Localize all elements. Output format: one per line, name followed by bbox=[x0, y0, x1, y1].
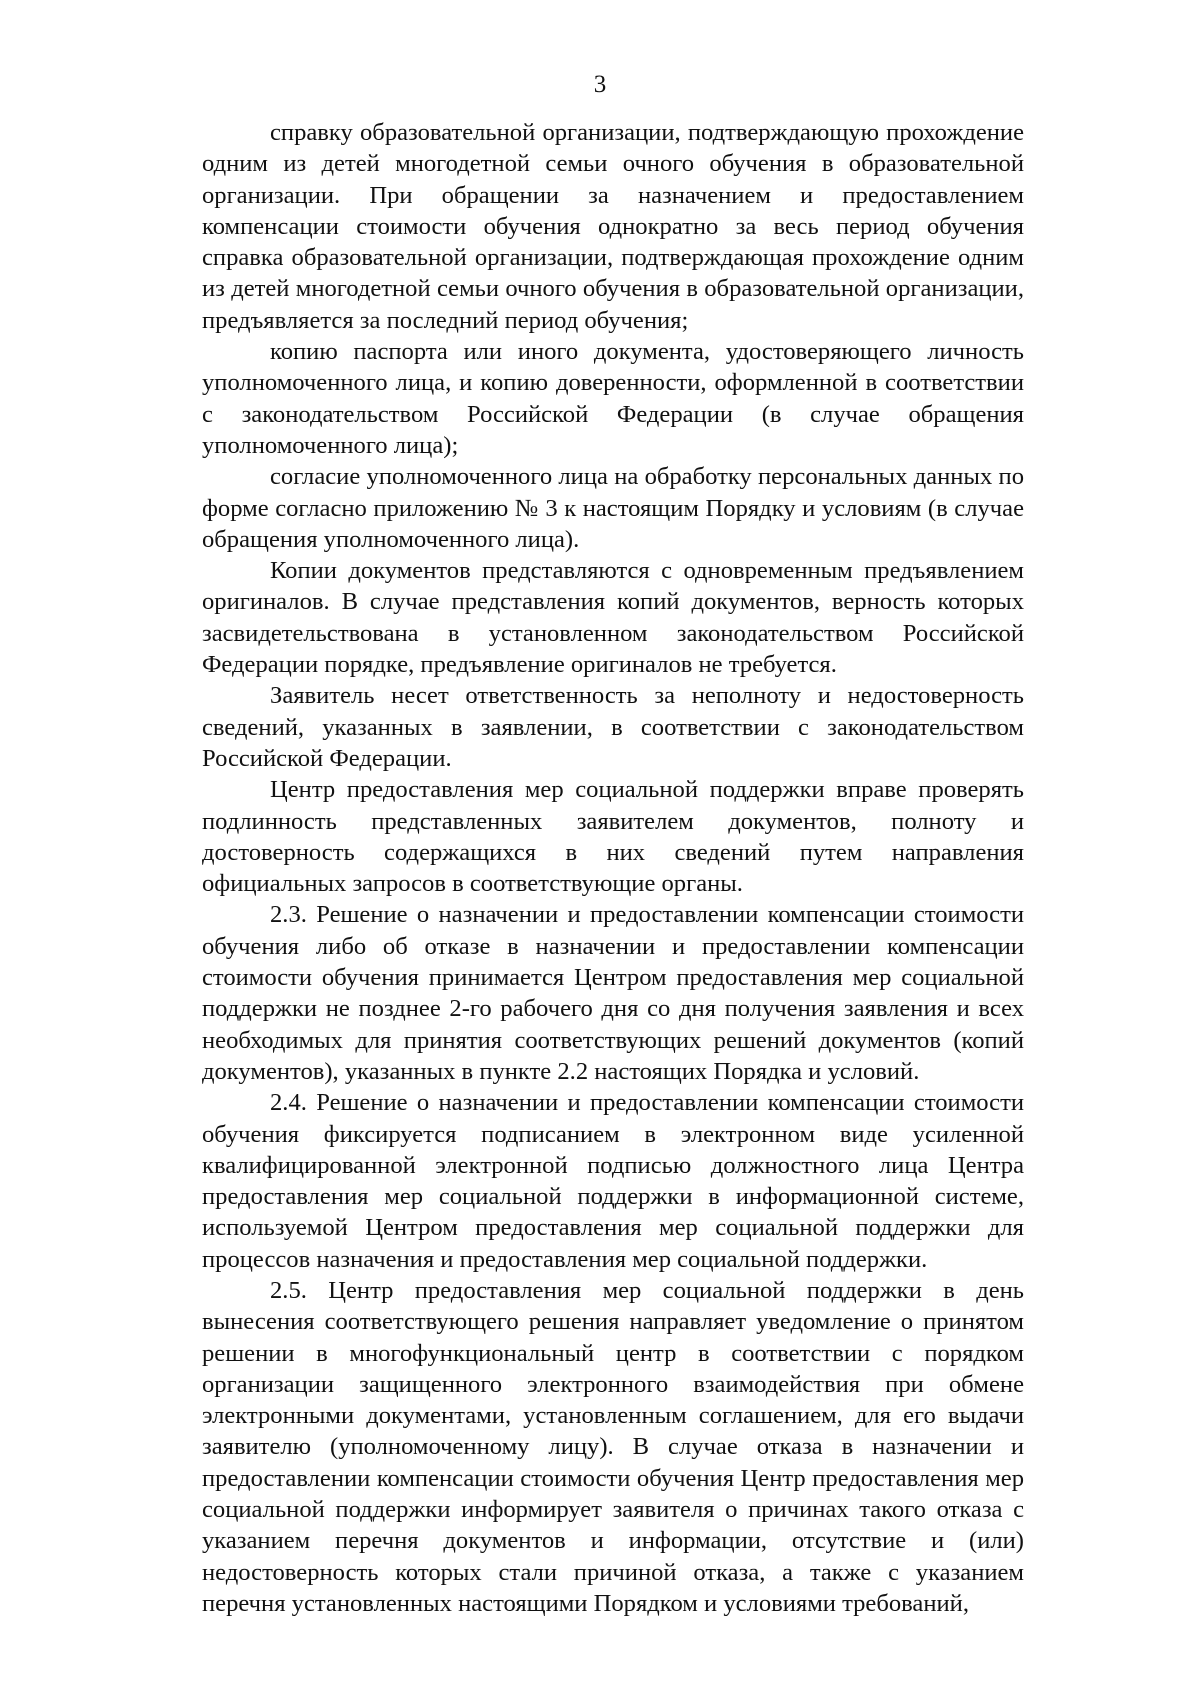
paragraph-document-copies: Копии документов представляются с одновременным предъявлением оригиналов. В случае представления копий документов, верность которых засвидетельствована в установленном законодательством Российской Федерации порядке, предъявление оригиналов не требуется. bbox=[202, 557, 1024, 679]
paragraph-personal-data-consent: согласие уполномоченного лица на обработку персональных данных по форме согласно приложению № 3 к настоящим Порядку и условиям (в случае обращения уполномоченного лица). bbox=[202, 463, 1024, 553]
body-text bbox=[202, 117, 1024, 1619]
paragraph-section-2-3: 2.3. Решение о назначении и предоставлении компенсации стоимости обучения либо об отказе в назначении и предоставлении компенсации стоимости обучения принимается Центром предоставления мер социальной поддержки не позднее 2-го рабочего дня со дня получения заявления и всех необходимых для принятия соответствующих решений документов (копий документов), указанных в пункте 2.2 настоящих Порядка и условий. bbox=[202, 901, 1024, 1085]
paragraph-certificate: справку образовательной организации, подтверждающую прохождение одним из детей многодетной семьи очного обучения в образовательной организации. При обращении за назначением и предоставлением компенсации стоимости обучения однократно за весь период обучения справка образовательной организации, подтверждающая прохождение одним из детей многодетной семьи очного обучения в образовательной организации, предъявляется за последний период обучения; bbox=[202, 119, 1024, 334]
paragraph-passport-copy: копию паспорта или иного документа, удостоверяющего личность уполномоченного лица, и копию доверенности, оформленной в соответствии с законодательством Российской Федерации (в случае обращения уполномоченного лица); bbox=[202, 338, 1024, 459]
paragraph-section-2-4: 2.4. Решение о назначении и предоставлении компенсации стоимости обучения фиксируется подписанием в электронном виде усиленной квалифицированной электронной подписью должностного лица Центра предоставления мер социальной поддержки в информационной системе, используемой Центром предоставления мер социальной поддержки для процессов назначения и предоставления мер социальной поддержки. bbox=[202, 1089, 1024, 1273]
paragraph-applicant-responsibility: Заявитель несет ответственность за неполноту и недостоверность сведений, указанных в заявлении, в соответствии с законодательством Российской Федерации. bbox=[202, 682, 1024, 772]
page-number: 3 bbox=[593, 71, 607, 98]
paragraph-verification: Центр предоставления мер социальной поддержки вправе проверять подлинность представленных заявителем документов, полноту и достоверность содержащихся в них сведений путем направления официальных запросов в соответствующие органы. bbox=[202, 776, 1024, 898]
paragraph-section-2-5: 2.5. Центр предоставления мер социальной поддержки в день вынесения соответствующего решения направляет уведомление о принятом решении в многофункциональный центр в соответствии с порядком организации защищенного электронного взаимодействия при обмене электронными документами, установленным соглашением, для его выдачи заявителю (уполномоченному лицу). В случае отказа в назначении и предоставлении компенсации стоимости обучения Центр предоставления мер социальной поддержки информирует заявителя о причинах такого отказа с указанием перечня документов и информации, отсутствие и (или) недостоверность которых стали причиной отказа, а также с указанием перечня установленных настоящими Порядком и условиями требований, bbox=[202, 1276, 1024, 1617]
